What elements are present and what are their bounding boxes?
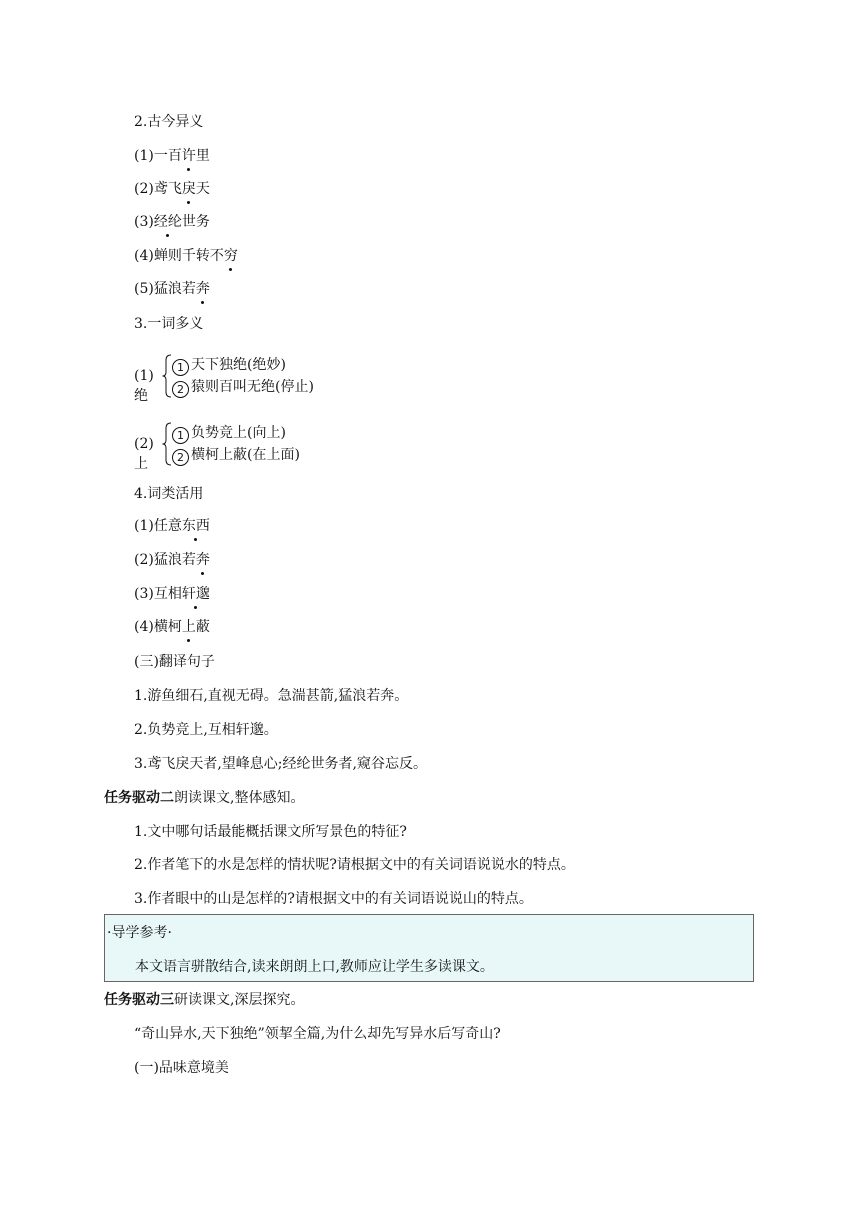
question: “奇山异水,天下独绝”领挈全篇,为什么却先写异水后写奇山? xyxy=(134,1026,501,1042)
subsection-title: (一)品味意境美 xyxy=(134,1060,229,1076)
list-item: (5)猛浪若奔 xyxy=(134,281,210,297)
polysemy-item: 1 天下独绝(绝妙) xyxy=(172,354,314,376)
guide-body: 本文语言骈散结合,读来朗朗上口,教师应让学生多读课文。 xyxy=(135,959,494,975)
guide-title: ·导学参考· xyxy=(107,925,172,941)
list-item: (2)鸢飞戾天 xyxy=(134,181,210,197)
guide-box xyxy=(104,914,754,982)
list-item: (4)横柯上蔽 xyxy=(134,619,210,635)
list-item: 3.鸢飞戾天者,望峰息心;经纶世务者,窥谷忘反。 xyxy=(134,756,427,772)
section-title-translate: (三)翻译句子 xyxy=(134,654,215,670)
task-heading-3: 任务驱动三研读课文,深层探究。 xyxy=(104,992,305,1008)
polysemy-item: 2 猿则百叫无绝(停止) xyxy=(172,376,314,398)
list-item: (1)一百许里 xyxy=(134,148,210,164)
polysemy-label: (2)上 xyxy=(134,436,154,472)
polysemy-item: 2 横柯上蔽(在上面) xyxy=(172,444,300,466)
task-heading-2: 任务驱动二朗读课文,整体感知。 xyxy=(104,790,305,806)
list-item: (4)蝉则千转不穷 xyxy=(134,248,238,264)
circled-number: 1 xyxy=(172,359,189,376)
section-title-word-class: 4.词类活用 xyxy=(134,486,204,502)
list-item: 1.游鱼细石,直视无碍。急湍甚箭,猛浪若奔。 xyxy=(134,688,409,704)
list-item: 3.作者眼中的山是怎样的?请根据文中的有关词语说说山的特点。 xyxy=(134,891,533,907)
section-title-ancient-modern: 2.古今异义 xyxy=(134,114,204,130)
circled-number: 1 xyxy=(172,427,189,444)
brace-icon xyxy=(162,354,172,398)
brace-icon xyxy=(162,422,172,466)
list-item: (3)经纶世务 xyxy=(134,214,210,230)
list-item: 1.文中哪句话最能概括课文所写景色的特征? xyxy=(134,824,407,840)
list-item: (1)任意东西 xyxy=(134,518,210,534)
polysemy-label: (1)绝 xyxy=(134,368,154,404)
list-item: (2)猛浪若奔 xyxy=(134,552,210,568)
list-item: 2.负势竞上,互相轩邈。 xyxy=(134,722,278,738)
circled-number: 2 xyxy=(172,449,189,466)
list-item: (3)互相轩邈 xyxy=(134,586,210,602)
section-title-polysemy: 3.一词多义 xyxy=(134,316,204,332)
polysemy-item: 1 负势竞上(向上) xyxy=(172,422,300,444)
circled-number: 2 xyxy=(172,381,189,398)
list-item: 2.作者笔下的水是怎样的情状呢?请根据文中的有关词语说说水的特点。 xyxy=(134,857,575,873)
